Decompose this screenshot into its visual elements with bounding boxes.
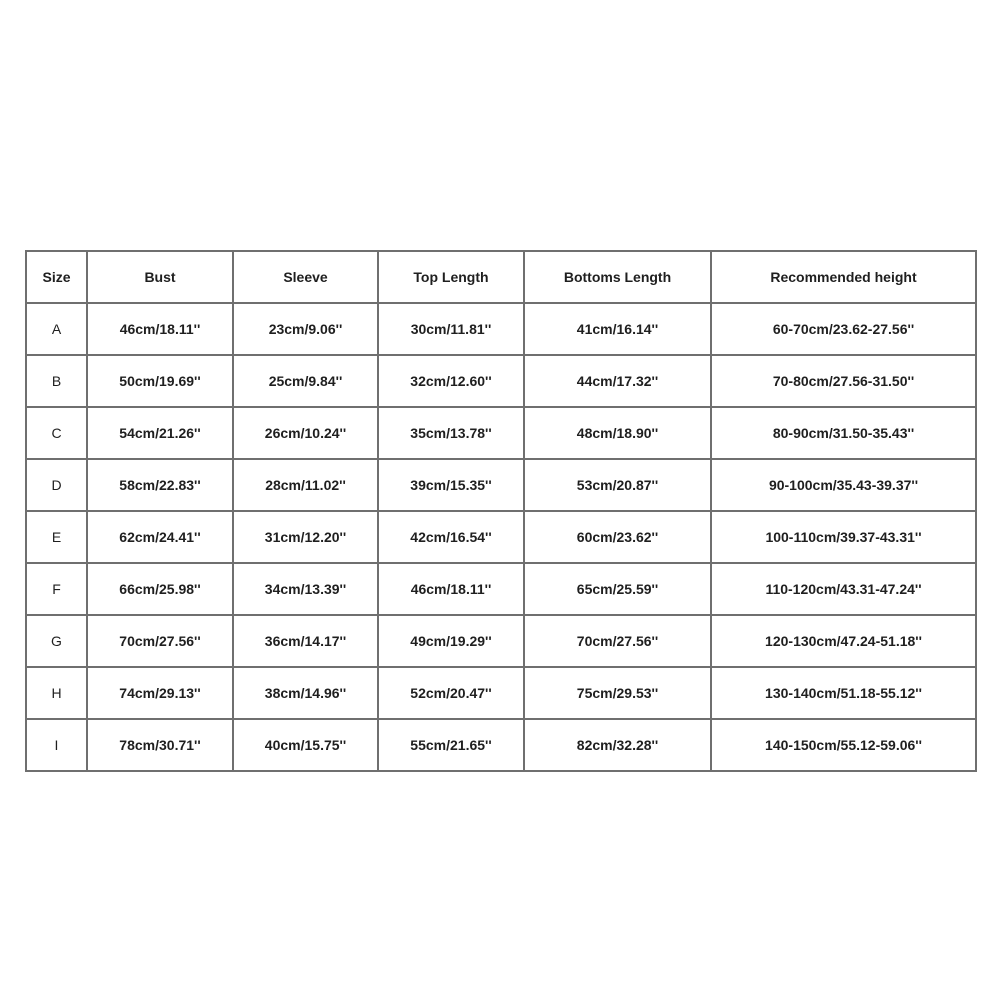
bust-cell: 46cm/18.11'' xyxy=(87,303,233,355)
table-row xyxy=(26,355,976,407)
table-row xyxy=(26,615,976,667)
table-row xyxy=(26,563,976,615)
table-row xyxy=(26,511,976,563)
size-chart-table xyxy=(25,250,977,772)
recommended-height-cell: 130-140cm/51.18-55.12'' xyxy=(711,667,976,719)
top-length-cell: 42cm/16.54'' xyxy=(378,511,524,563)
recommended-height-cell: 100-110cm/39.37-43.31'' xyxy=(711,511,976,563)
size-chart-body xyxy=(26,303,976,771)
recommended-height-cell: 80-90cm/31.50-35.43'' xyxy=(711,407,976,459)
size-cell: H xyxy=(26,667,87,719)
sleeve-cell: 23cm/9.06'' xyxy=(233,303,378,355)
bust-cell: 58cm/22.83'' xyxy=(87,459,233,511)
recommended-height-cell: 90-100cm/35.43-39.37'' xyxy=(711,459,976,511)
recommended-height-cell: 140-150cm/55.12-59.06'' xyxy=(711,719,976,771)
header-row xyxy=(26,251,976,303)
top-length-cell: 49cm/19.29'' xyxy=(378,615,524,667)
size-cell: D xyxy=(26,459,87,511)
table-row xyxy=(26,407,976,459)
table-row xyxy=(26,667,976,719)
bottoms-length-cell: 41cm/16.14'' xyxy=(524,303,711,355)
top-length-cell: 30cm/11.81'' xyxy=(378,303,524,355)
size-cell: G xyxy=(26,615,87,667)
recommended-height-cell: 60-70cm/23.62-27.56'' xyxy=(711,303,976,355)
bust-cell: 54cm/21.26'' xyxy=(87,407,233,459)
bust-cell: 66cm/25.98'' xyxy=(87,563,233,615)
bottoms-length-cell: 65cm/25.59'' xyxy=(524,563,711,615)
header-top-length: Top Length xyxy=(378,251,524,303)
recommended-height-cell: 70-80cm/27.56-31.50'' xyxy=(711,355,976,407)
top-length-cell: 32cm/12.60'' xyxy=(378,355,524,407)
sleeve-cell: 26cm/10.24'' xyxy=(233,407,378,459)
bottoms-length-cell: 70cm/27.56'' xyxy=(524,615,711,667)
bottoms-length-cell: 53cm/20.87'' xyxy=(524,459,711,511)
size-cell: A xyxy=(26,303,87,355)
recommended-height-cell: 110-120cm/43.31-47.24'' xyxy=(711,563,976,615)
sleeve-cell: 36cm/14.17'' xyxy=(233,615,378,667)
bust-cell: 74cm/29.13'' xyxy=(87,667,233,719)
sleeve-cell: 38cm/14.96'' xyxy=(233,667,378,719)
bust-cell: 50cm/19.69'' xyxy=(87,355,233,407)
top-length-cell: 55cm/21.65'' xyxy=(378,719,524,771)
size-cell: I xyxy=(26,719,87,771)
table-row xyxy=(26,719,976,771)
sleeve-cell: 28cm/11.02'' xyxy=(233,459,378,511)
size-cell: F xyxy=(26,563,87,615)
bottoms-length-cell: 75cm/29.53'' xyxy=(524,667,711,719)
top-length-cell: 35cm/13.78'' xyxy=(378,407,524,459)
bust-cell: 78cm/30.71'' xyxy=(87,719,233,771)
top-length-cell: 52cm/20.47'' xyxy=(378,667,524,719)
recommended-height-cell: 120-130cm/47.24-51.18'' xyxy=(711,615,976,667)
table-row xyxy=(26,459,976,511)
sleeve-cell: 25cm/9.84'' xyxy=(233,355,378,407)
sleeve-cell: 34cm/13.39'' xyxy=(233,563,378,615)
bottoms-length-cell: 60cm/23.62'' xyxy=(524,511,711,563)
header-sleeve: Sleeve xyxy=(233,251,378,303)
bottoms-length-cell: 82cm/32.28'' xyxy=(524,719,711,771)
bottoms-length-cell: 48cm/18.90'' xyxy=(524,407,711,459)
bust-cell: 70cm/27.56'' xyxy=(87,615,233,667)
size-chart-header xyxy=(26,251,976,303)
sleeve-cell: 31cm/12.20'' xyxy=(233,511,378,563)
top-length-cell: 46cm/18.11'' xyxy=(378,563,524,615)
header-bust: Bust xyxy=(87,251,233,303)
top-length-cell: 39cm/15.35'' xyxy=(378,459,524,511)
header-bottoms-length: Bottoms Length xyxy=(524,251,711,303)
bust-cell: 62cm/24.41'' xyxy=(87,511,233,563)
size-cell: C xyxy=(26,407,87,459)
table-row xyxy=(26,303,976,355)
header-size: Size xyxy=(26,251,87,303)
bottoms-length-cell: 44cm/17.32'' xyxy=(524,355,711,407)
header-recommended-height: Recommended height xyxy=(711,251,976,303)
size-cell: B xyxy=(26,355,87,407)
size-cell: E xyxy=(26,511,87,563)
sleeve-cell: 40cm/15.75'' xyxy=(233,719,378,771)
